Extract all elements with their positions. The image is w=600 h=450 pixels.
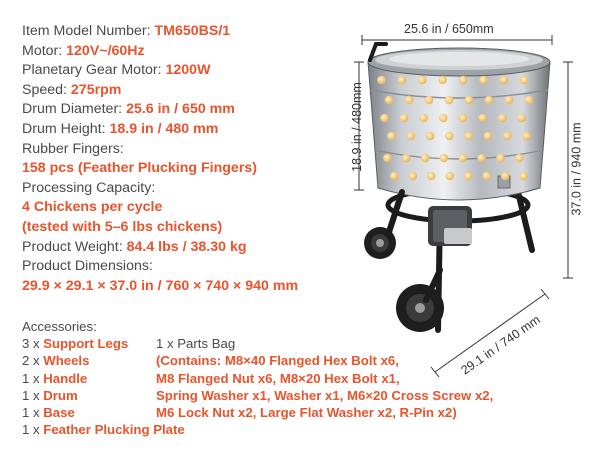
spec-row <box>22 218 342 238</box>
rubber-finger-dot <box>380 114 389 123</box>
rubber-finger-dot <box>459 154 468 163</box>
accessory-item <box>22 404 156 421</box>
spec-value: 25.6 in / 650 mm <box>126 101 235 118</box>
rubber-finger-dot <box>445 96 454 105</box>
rubber-finger-dot <box>482 172 491 181</box>
spec-value: (tested with 5–6 lbs chickens) <box>22 218 223 235</box>
spec-value: 18.9 in / 480 mm <box>109 120 219 137</box>
rubber-finger-dot <box>387 132 396 141</box>
spec-value: 84.4 lbs / 38.30 kg <box>126 238 247 255</box>
accessory-name: Support Legs <box>43 336 129 352</box>
rubber-finger-dot <box>485 96 494 105</box>
spec-label: Processing Capacity: <box>22 179 156 196</box>
spec-label: Speed: <box>22 81 71 98</box>
spec-label: Product Weight: <box>22 238 127 255</box>
accessory-item <box>22 352 156 369</box>
spec-label: Motor: <box>22 42 67 59</box>
spec-row <box>22 277 342 297</box>
accessory-qty: 1 x <box>22 405 44 421</box>
accessory-item <box>22 370 156 387</box>
rubber-finger-dot <box>479 76 488 85</box>
parts-bag-line: M8 Flanged Nut x6, M8×20 Hex Bolt x1, <box>156 370 400 386</box>
rubber-finger-dot <box>446 172 455 181</box>
rubber-finger-dot <box>445 132 454 141</box>
spec-row <box>22 61 342 81</box>
accessory-name: Drum <box>43 387 78 403</box>
rubber-finger-dot <box>498 114 507 123</box>
motor <box>428 206 472 246</box>
accessory-name: Base <box>43 405 75 421</box>
spec-value: 275rpm <box>70 81 122 98</box>
rubber-finger-dot <box>459 114 468 123</box>
spec-row <box>22 100 342 120</box>
rubber-finger-dot <box>477 154 486 163</box>
rubber-finger-dot <box>518 114 527 123</box>
rubber-finger-dot <box>383 154 392 163</box>
spec-label: Rubber Fingers: <box>22 140 124 157</box>
spec-row <box>22 238 342 258</box>
dimension-bottom-line <box>431 289 549 377</box>
dimension-top-label: 25.6 in / 650mm <box>404 22 494 36</box>
rubber-finger-dot <box>385 96 394 105</box>
accessories-left-column <box>22 335 185 438</box>
spec-label: Item Model Number: <box>22 23 155 39</box>
rubber-finger-dot <box>440 154 449 163</box>
rubber-finger-dot <box>425 96 434 105</box>
spec-value: 29.9 × 29.1 × 37.0 in / 760 × 740 × 940 mm <box>22 277 299 294</box>
accessory-name: Feather Plucking Plate <box>43 422 185 438</box>
accessory-item <box>22 387 156 404</box>
accessory-item <box>22 335 156 352</box>
rubber-finger-dot <box>427 172 436 181</box>
accessory-qty: 1 x <box>22 387 44 403</box>
rubber-finger-dot <box>464 132 473 141</box>
dimension-left-label: 18.9 in / 480mm <box>349 82 364 172</box>
rubber-finger-dot <box>439 114 448 123</box>
accessory-name: Handle <box>43 370 88 386</box>
rubber-finger-dot <box>402 154 411 163</box>
accessory-name: Wheels <box>43 353 90 369</box>
dimension-bottom-label: 29.1 in / 740 mm <box>458 312 543 378</box>
rubber-finger-dot <box>398 76 407 85</box>
spec-value: 158 pcs (Feather Plucking Fingers) <box>22 160 257 177</box>
spec-value: 1200W <box>165 62 211 79</box>
rubber-finger-dot <box>418 76 427 85</box>
rubber-finger-dot <box>520 76 529 85</box>
spec-row <box>22 257 342 277</box>
rubber-finger-dot <box>459 76 468 85</box>
rubber-finger-dot <box>465 96 474 105</box>
rubber-finger-dot <box>496 154 505 163</box>
rubber-finger-dot <box>409 172 418 181</box>
spec-row <box>22 22 342 42</box>
spec-row <box>22 140 342 160</box>
wheel-front <box>396 284 444 332</box>
parts-bag-line: M6 Lock Nut x2, Large Flat Washer x2, R-Pin x2) <box>156 405 457 421</box>
spec-row <box>22 81 342 101</box>
dimension-right-label: 37.0 in / 940 mm <box>569 122 584 216</box>
spec-value: 120V~/60Hz <box>66 42 145 59</box>
rubber-finger-dot <box>421 154 430 163</box>
rubber-finger-dot <box>500 76 509 85</box>
accessory-qty: 3 x <box>22 336 44 352</box>
parts-bag-line: (Contains: M8×40 Flanged Hex Bolt x6, <box>156 353 399 369</box>
spec-label: Planetary Gear Motor: <box>22 62 166 79</box>
rubber-finger-dot <box>519 172 528 181</box>
spec-label: Drum Diameter: <box>22 101 127 118</box>
spec-label: Product Dimensions: <box>22 258 153 275</box>
accessory-qty: 1 x <box>22 370 44 386</box>
accessory-item <box>22 421 185 438</box>
rubber-finger-dot <box>525 96 534 105</box>
accessory-qty: 1 x <box>22 422 44 438</box>
spec-row <box>22 42 342 62</box>
rubber-finger-dot <box>419 114 428 123</box>
parts-bag-line: Spring Washer x1, Washer x1, M6×20 Cross Screw x2, <box>156 387 494 403</box>
rubber-finger-dot <box>515 154 524 163</box>
rubber-finger-dot <box>484 132 493 141</box>
parts-bag-line: 1 x Parts Bag <box>156 336 236 352</box>
spec-label: Drum Height: <box>22 120 110 137</box>
rubber-finger-dot <box>501 172 510 181</box>
accessory-qty: 2 x <box>22 353 44 369</box>
rubber-finger-dot <box>438 76 447 85</box>
rubber-finger-dot <box>407 132 416 141</box>
spec-row <box>22 159 342 179</box>
specifications-list <box>22 22 342 296</box>
rubber-finger-dot <box>522 132 531 141</box>
spec-row <box>22 179 342 199</box>
rubber-finger-dot <box>478 114 487 123</box>
spec-value: TM650BS/1 <box>154 23 231 39</box>
accessories-title: Accessories: <box>22 319 97 334</box>
rubber-finger-dot <box>405 96 414 105</box>
spec-value: 4 Chickens per cycle <box>22 199 163 216</box>
rubber-finger-dot <box>377 76 386 85</box>
rubber-finger-dot <box>503 132 512 141</box>
rubber-finger-dot <box>464 172 473 181</box>
spec-row <box>22 198 342 218</box>
spec-row <box>22 120 342 140</box>
dimension-top-line <box>362 35 552 45</box>
rubber-finger-dot <box>505 96 514 105</box>
rubber-finger-dot <box>390 172 399 181</box>
rubber-finger-dot <box>400 114 409 123</box>
rubber-finger-dot <box>426 132 435 141</box>
chicken-plucker-illustration <box>340 0 600 450</box>
